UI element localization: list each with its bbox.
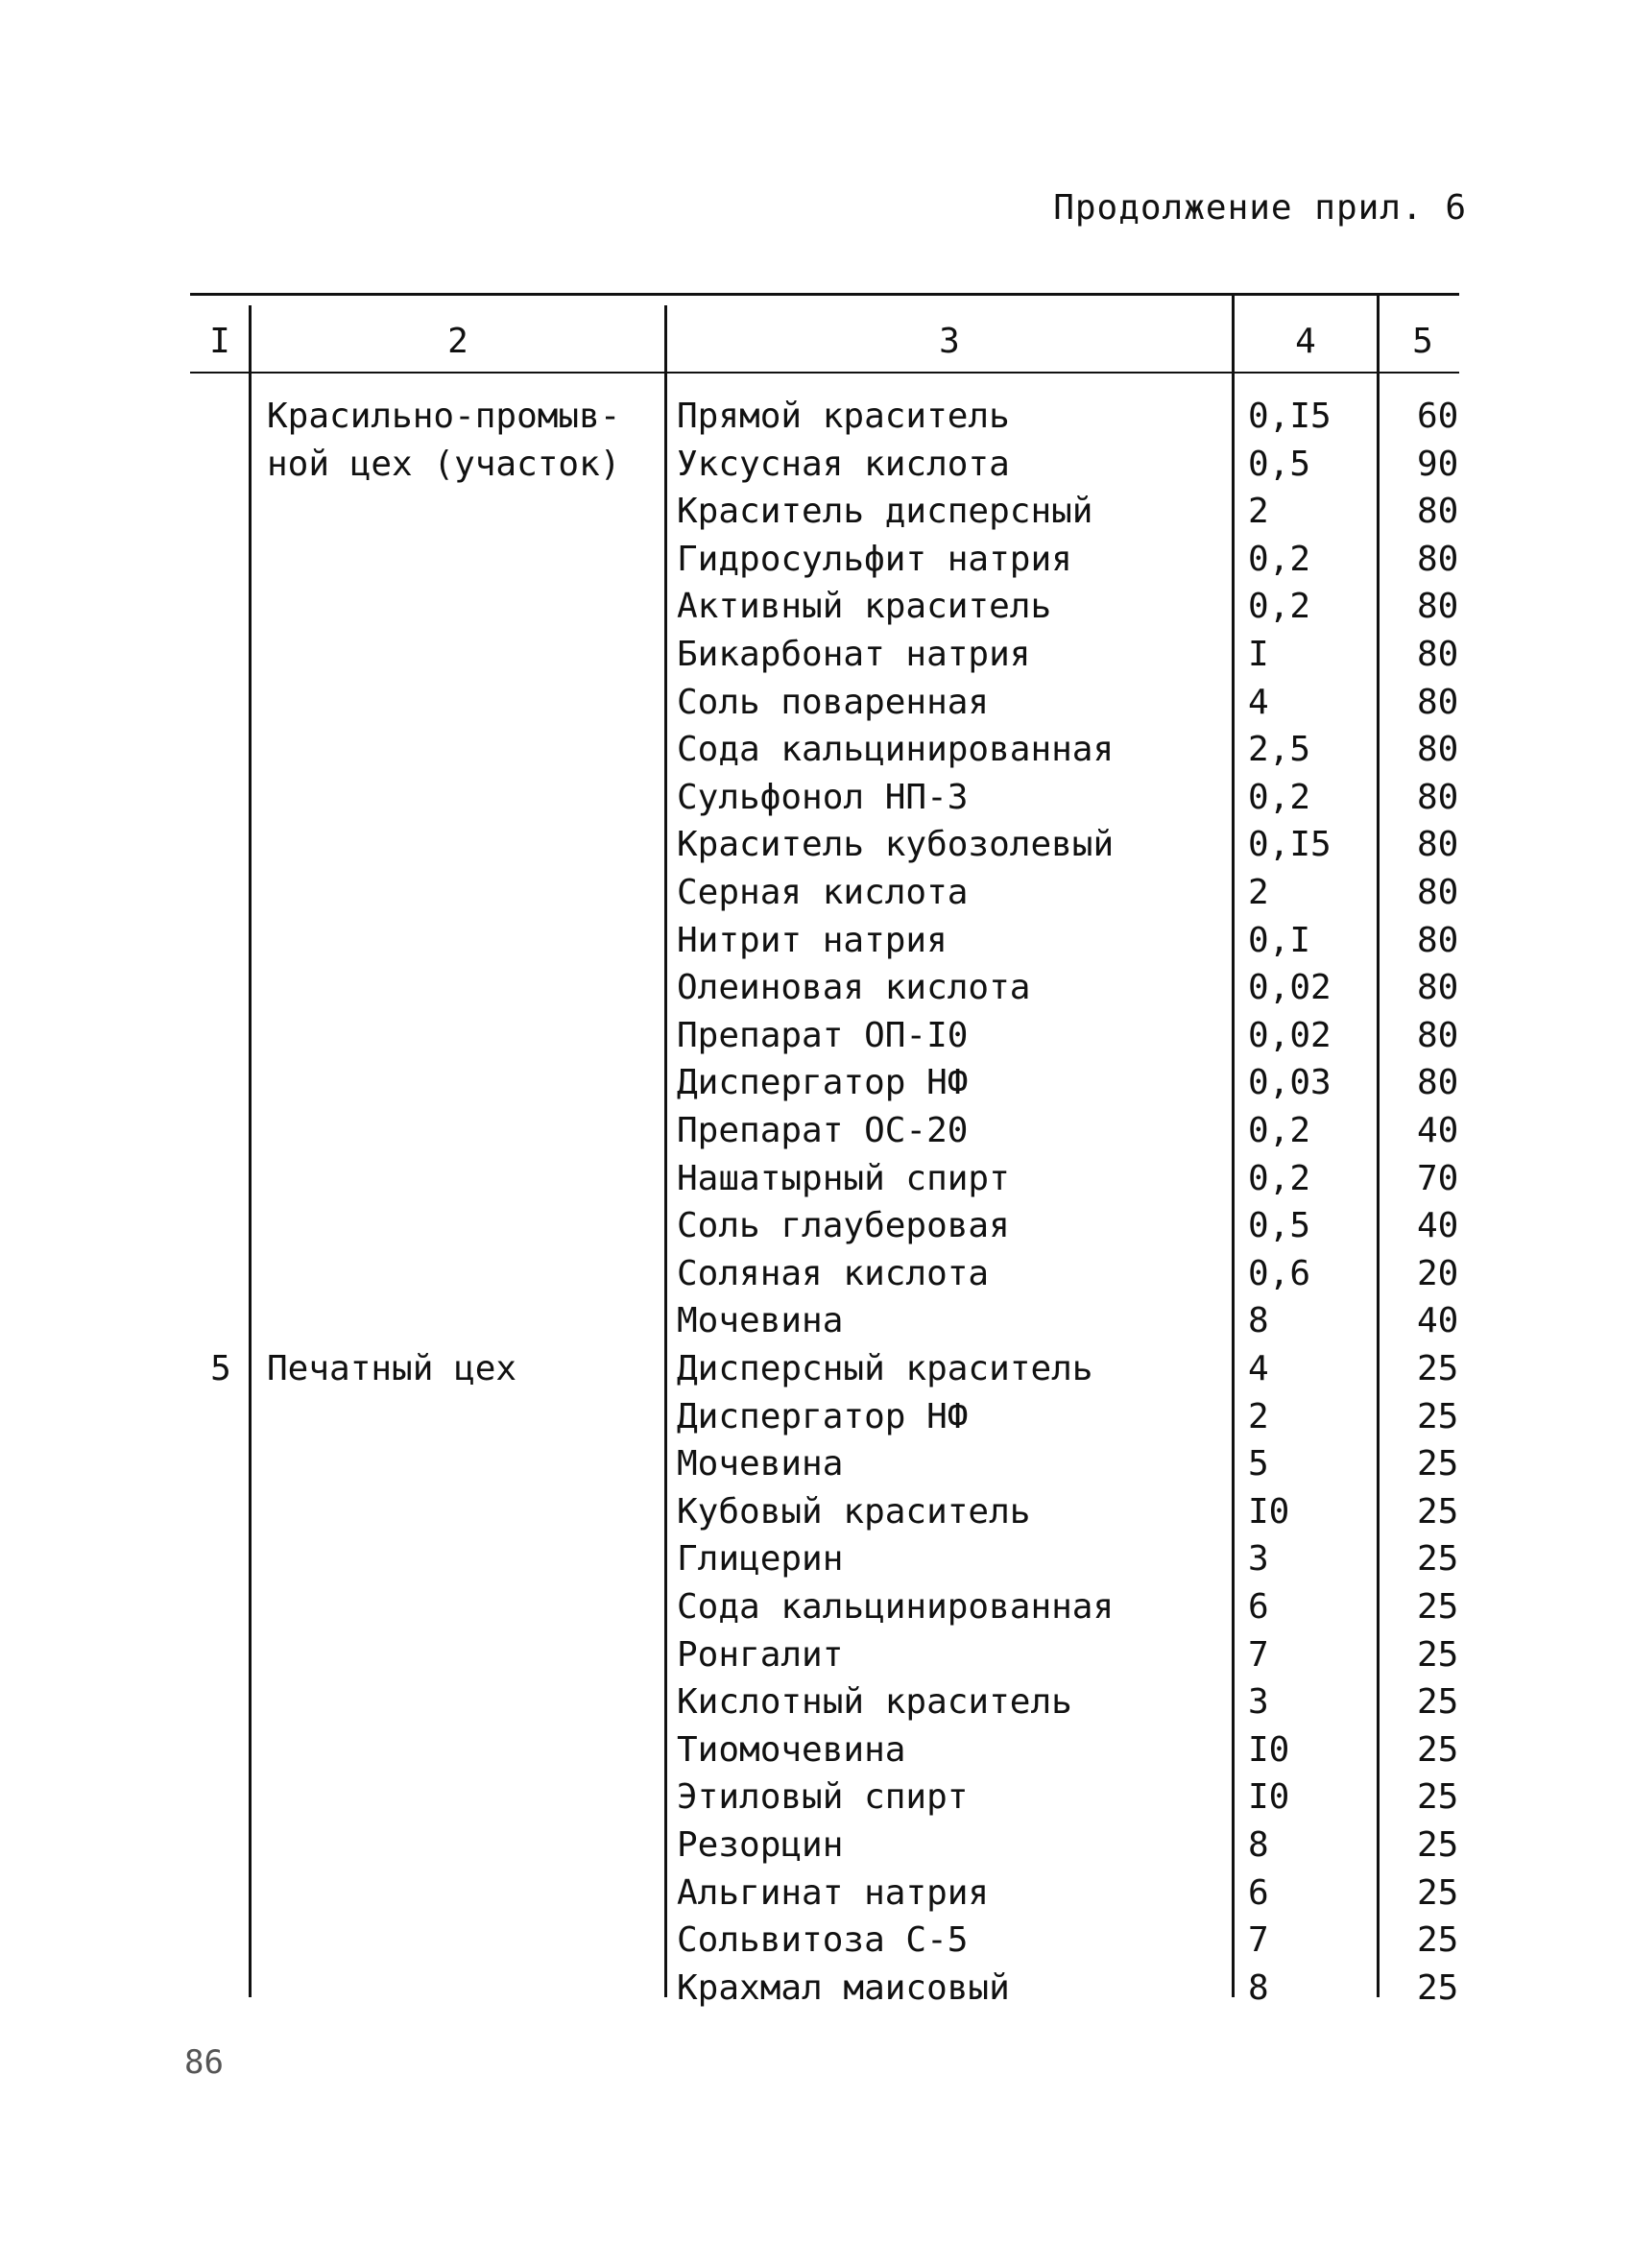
column-divider-1 <box>249 305 252 1997</box>
substance-name: Диспергатор НФ <box>677 1397 969 1436</box>
percent-value: 25 <box>1417 1730 1459 1770</box>
workshop-name-line: ной цех (участок) <box>267 445 621 484</box>
substance-name: Соляная кислота <box>677 1254 990 1293</box>
percent-value: 90 <box>1417 445 1459 484</box>
concentration-value: 0,6 <box>1248 1254 1311 1293</box>
substance-name: Крахмал маисовый <box>677 1968 1010 2008</box>
percent-value: 25 <box>1417 1349 1459 1388</box>
percent-value: 25 <box>1417 1873 1459 1913</box>
percent-value: 80 <box>1417 921 1459 960</box>
concentration-value: 2 <box>1248 873 1269 912</box>
substance-name: Уксусная кислота <box>677 445 1010 484</box>
concentration-value: 0,I <box>1248 921 1311 960</box>
percent-value: 40 <box>1417 1206 1459 1245</box>
header-col-3: 3 <box>939 322 960 361</box>
percent-value: 25 <box>1417 1777 1459 1817</box>
substance-name: Этиловый спирт <box>677 1777 969 1817</box>
percent-value: 40 <box>1417 1111 1459 1150</box>
percent-value: 80 <box>1417 1063 1459 1102</box>
concentration-value: 5 <box>1248 1444 1269 1484</box>
concentration-value: I0 <box>1248 1730 1290 1770</box>
substance-name: Препарат ОП-I0 <box>677 1016 969 1055</box>
substance-name: Олеиновая кислота <box>677 968 1031 1007</box>
percent-value: 20 <box>1417 1254 1459 1293</box>
substance-name: Глицерин <box>677 1539 844 1579</box>
percent-value: 25 <box>1417 1682 1459 1722</box>
concentration-value: 0,5 <box>1248 445 1311 484</box>
substance-name: Кислотный краситель <box>677 1682 1072 1722</box>
percent-value: 70 <box>1417 1159 1459 1198</box>
workshop-name-line: Красильно-промыв- <box>267 397 621 436</box>
concentration-value: 7 <box>1248 1635 1269 1675</box>
concentration-value: 0,2 <box>1248 1111 1311 1150</box>
group-number: 5 <box>210 1349 231 1388</box>
substance-name: Тиомочевина <box>677 1730 906 1770</box>
percent-value: 80 <box>1417 683 1459 722</box>
concentration-value: 7 <box>1248 1920 1269 1960</box>
concentration-value: 0,I5 <box>1248 825 1332 864</box>
concentration-value: 0,2 <box>1248 1159 1311 1198</box>
substance-name: Прямой краситель <box>677 397 1010 436</box>
percent-value: 80 <box>1417 492 1459 531</box>
substance-name: Мочевина <box>677 1444 844 1484</box>
header-col-2: 2 <box>447 322 468 361</box>
column-divider-2 <box>664 305 667 1997</box>
percent-value: 80 <box>1417 587 1459 626</box>
percent-value: 25 <box>1417 1397 1459 1436</box>
substance-name: Соль глауберовая <box>677 1206 1010 1245</box>
percent-value: 80 <box>1417 825 1459 864</box>
concentration-value: 8 <box>1248 1301 1269 1340</box>
percent-value: 80 <box>1417 1016 1459 1055</box>
substance-name: Сода кальцинированная <box>677 730 1115 769</box>
header-col-5: 5 <box>1412 322 1433 361</box>
concentration-value: 6 <box>1248 1873 1269 1913</box>
concentration-value: 0,02 <box>1248 968 1332 1007</box>
concentration-value: 0,2 <box>1248 587 1311 626</box>
concentration-value: 0,5 <box>1248 1206 1311 1245</box>
substance-name: Краситель кубозолевый <box>677 825 1115 864</box>
concentration-value: 3 <box>1248 1682 1269 1722</box>
table-header-rule <box>190 372 1459 374</box>
percent-value: 40 <box>1417 1301 1459 1340</box>
percent-value: 80 <box>1417 968 1459 1007</box>
substance-name: Нитрит натрия <box>677 921 948 960</box>
table-top-rule <box>190 293 1459 296</box>
substance-name: Препарат ОС-20 <box>677 1111 969 1150</box>
concentration-value: 0,02 <box>1248 1016 1332 1055</box>
concentration-value: I0 <box>1248 1492 1290 1532</box>
percent-value: 25 <box>1417 1539 1459 1579</box>
percent-value: 80 <box>1417 540 1459 579</box>
concentration-value: 2 <box>1248 492 1269 531</box>
substance-name: Сольвитоза С-5 <box>677 1920 969 1960</box>
percent-value: 25 <box>1417 1920 1459 1960</box>
concentration-value: 2 <box>1248 1397 1269 1436</box>
concentration-value: 8 <box>1248 1825 1269 1865</box>
concentration-value: I <box>1248 635 1269 674</box>
concentration-value: 2,5 <box>1248 730 1311 769</box>
percent-value: 80 <box>1417 778 1459 817</box>
concentration-value: 0,I5 <box>1248 397 1332 436</box>
concentration-value: 4 <box>1248 1349 1269 1388</box>
percent-value: 25 <box>1417 1587 1459 1627</box>
percent-value: 25 <box>1417 1825 1459 1865</box>
percent-value: 25 <box>1417 1635 1459 1675</box>
substance-name: Активный краситель <box>677 587 1052 626</box>
substance-name: Резорцин <box>677 1825 844 1865</box>
concentration-value: 8 <box>1248 1968 1269 2008</box>
substance-name: Гидросульфит натрия <box>677 540 1072 579</box>
concentration-value: 0,2 <box>1248 540 1311 579</box>
percent-value: 80 <box>1417 730 1459 769</box>
column-divider-3 <box>1232 293 1235 1997</box>
concentration-value: 0,2 <box>1248 778 1311 817</box>
substance-name: Бикарбонат натрия <box>677 635 1031 674</box>
substance-name: Соль поваренная <box>677 683 990 722</box>
percent-value: 80 <box>1417 873 1459 912</box>
substance-name: Краситель дисперсный <box>677 492 1093 531</box>
header-col-1: I <box>209 322 230 361</box>
concentration-value: 0,03 <box>1248 1063 1332 1102</box>
header-col-4: 4 <box>1295 322 1316 361</box>
substance-name: Сульфонол НП-3 <box>677 778 969 817</box>
substance-name: Ронгалит <box>677 1635 844 1675</box>
substance-name: Альгинат натрия <box>677 1873 990 1913</box>
substance-name: Сода кальцинированная <box>677 1587 1115 1627</box>
substance-name: Нашатырный спирт <box>677 1159 1010 1198</box>
substance-name: Мочевина <box>677 1301 844 1340</box>
concentration-value: 6 <box>1248 1587 1269 1627</box>
concentration-value: 3 <box>1248 1539 1269 1579</box>
page-caption: Продолжение прил. 6 <box>1053 188 1467 228</box>
substance-name: Серная кислота <box>677 873 969 912</box>
concentration-value: 4 <box>1248 683 1269 722</box>
substance-name: Кубовый краситель <box>677 1492 1031 1532</box>
page-number: 86 <box>184 2043 224 2082</box>
workshop-name-line: Печатный цех <box>267 1349 517 1388</box>
substance-name: Диспергатор НФ <box>677 1063 969 1102</box>
substance-name: Дисперсный краситель <box>677 1349 1093 1388</box>
column-divider-4 <box>1377 293 1380 1997</box>
percent-value: 25 <box>1417 1492 1459 1532</box>
concentration-value: I0 <box>1248 1777 1290 1817</box>
percent-value: 25 <box>1417 1444 1459 1484</box>
percent-value: 60 <box>1417 397 1459 436</box>
percent-value: 80 <box>1417 635 1459 674</box>
percent-value: 25 <box>1417 1968 1459 2008</box>
